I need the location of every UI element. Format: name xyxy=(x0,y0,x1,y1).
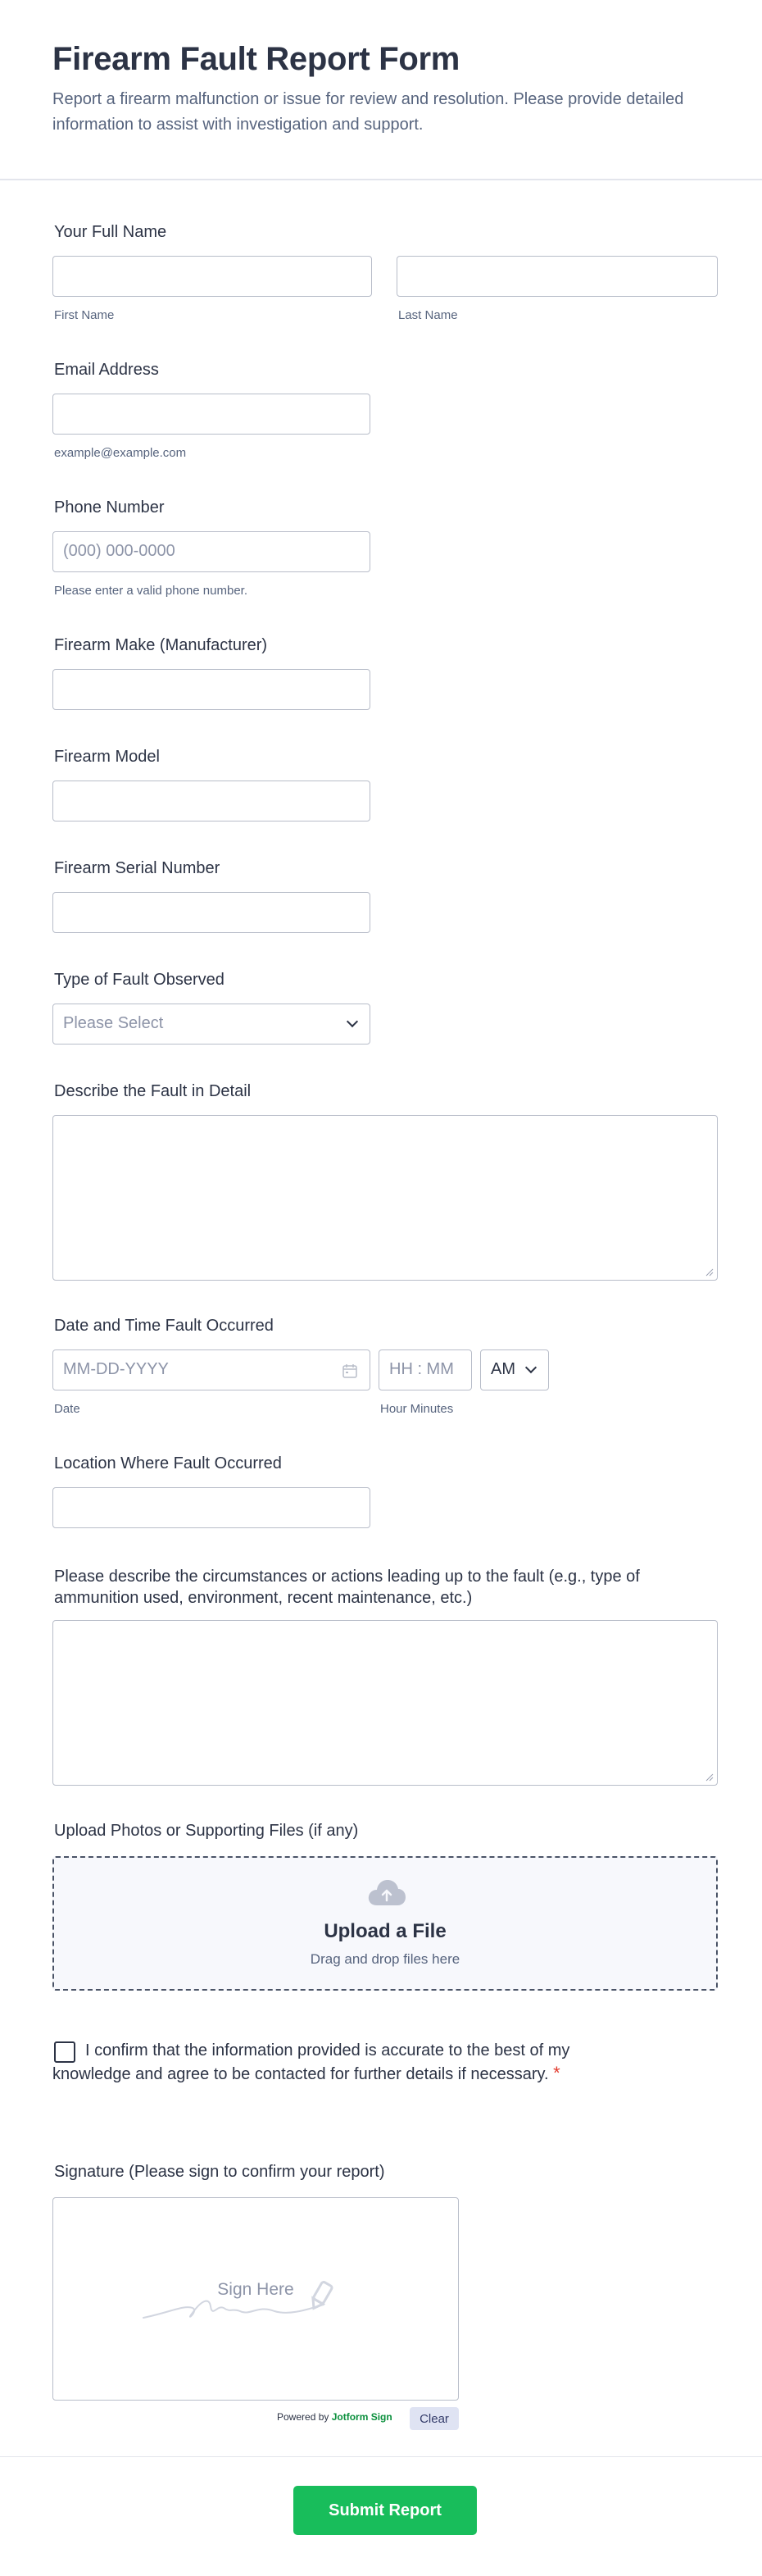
chevron-down-icon xyxy=(525,1362,537,1373)
submit-button[interactable]: Submit Report xyxy=(293,2486,477,2535)
powered-by xyxy=(277,2411,392,2423)
footer-divider xyxy=(0,2456,762,2457)
signature-squiggle-icon xyxy=(135,2272,381,2321)
fault-detail-textarea[interactable] xyxy=(52,1115,718,1281)
location-label: Location Where Fault Occurred xyxy=(54,1454,282,1472)
circumstances-textarea[interactable] xyxy=(52,1620,718,1786)
time-sublabel: Hour Minutes xyxy=(380,1402,454,1416)
upload-title: Upload a File xyxy=(324,1920,447,1942)
phone-label: Phone Number xyxy=(54,498,165,517)
phone-sublabel: Please enter a valid phone number. xyxy=(54,584,247,598)
fault-type-placeholder: Please Select xyxy=(63,1014,164,1032)
signature-label: Signature (Please sign to confirm your report) xyxy=(54,2163,385,2181)
date-sublabel: Date xyxy=(54,1402,80,1416)
make-input[interactable] xyxy=(52,669,370,710)
calendar-icon[interactable] xyxy=(342,1363,358,1379)
time-input[interactable] xyxy=(379,1349,472,1390)
date-input[interactable] xyxy=(52,1349,370,1390)
signature-pad[interactable] xyxy=(52,2197,459,2401)
serial-label: Firearm Serial Number xyxy=(54,859,220,877)
circumstances-label: Please describe the circumstances or actions leading up to the fault (e.g., type of ammunition used, environment, recent maintenance, etc.) xyxy=(54,1568,640,1607)
email-label: Email Address xyxy=(54,361,159,379)
model-label: Firearm Model xyxy=(54,748,160,766)
confirm-text: I confirm that the information provided is accurate to the best of my knowledge and agree to be contacted for further details if necessary. xyxy=(52,2041,570,2083)
fault-type-select[interactable] xyxy=(52,1004,370,1045)
make-label: Firearm Make (Manufacturer) xyxy=(54,636,268,654)
ampm-value: AM xyxy=(491,1360,515,1378)
form-title: Firearm Fault Report Form xyxy=(52,41,460,77)
jotform-sign-brand[interactable]: Jotform Sign xyxy=(331,2411,392,2423)
full-name-label: Your Full Name xyxy=(54,223,167,241)
clear-signature-button[interactable]: Clear xyxy=(410,2407,459,2430)
fault-type-label: Type of Fault Observed xyxy=(54,971,225,989)
serial-input[interactable] xyxy=(52,892,370,933)
upload-label: Upload Photos or Supporting Files (if any) xyxy=(54,1822,359,1840)
ampm-select[interactable] xyxy=(480,1349,549,1390)
chevron-down-icon xyxy=(347,1016,358,1027)
last-name-input[interactable] xyxy=(397,256,718,297)
form-description: Report a firearm malfunction or issue for review and resolution. Please provide detailed information to assist with investigation and support. xyxy=(52,90,684,134)
powered-by-label: Powered by xyxy=(277,2411,329,2423)
cloud-upload-icon xyxy=(367,1877,406,1907)
upload-subtitle: Drag and drop files here xyxy=(310,1951,460,1967)
last-name-sublabel: Last Name xyxy=(398,308,458,322)
time-placeholder: HH : MM xyxy=(389,1360,454,1378)
email-sublabel: example@example.com xyxy=(54,446,187,460)
header-divider xyxy=(0,179,762,180)
first-name-input[interactable] xyxy=(52,256,372,297)
phone-input[interactable] xyxy=(52,531,370,572)
first-name-sublabel: First Name xyxy=(54,308,115,322)
upload-dropzone[interactable] xyxy=(52,1856,718,1991)
email-input[interactable] xyxy=(52,394,370,435)
model-input[interactable] xyxy=(52,781,370,821)
resize-grip-icon[interactable] xyxy=(705,1773,714,1782)
fault-detail-label: Describe the Fault in Detail xyxy=(54,1082,252,1100)
phone-placeholder: (000) 000-0000 xyxy=(63,542,175,560)
date-placeholder: MM-DD-YYYY xyxy=(63,1360,169,1378)
confirm-text-block xyxy=(52,2040,642,2086)
location-input[interactable] xyxy=(52,1487,370,1528)
required-mark: * xyxy=(553,2063,560,2083)
resize-grip-icon[interactable] xyxy=(705,1268,714,1277)
sign-here-hint: Sign Here xyxy=(217,2280,294,2299)
datetime-label: Date and Time Fault Occurred xyxy=(54,1317,274,1335)
